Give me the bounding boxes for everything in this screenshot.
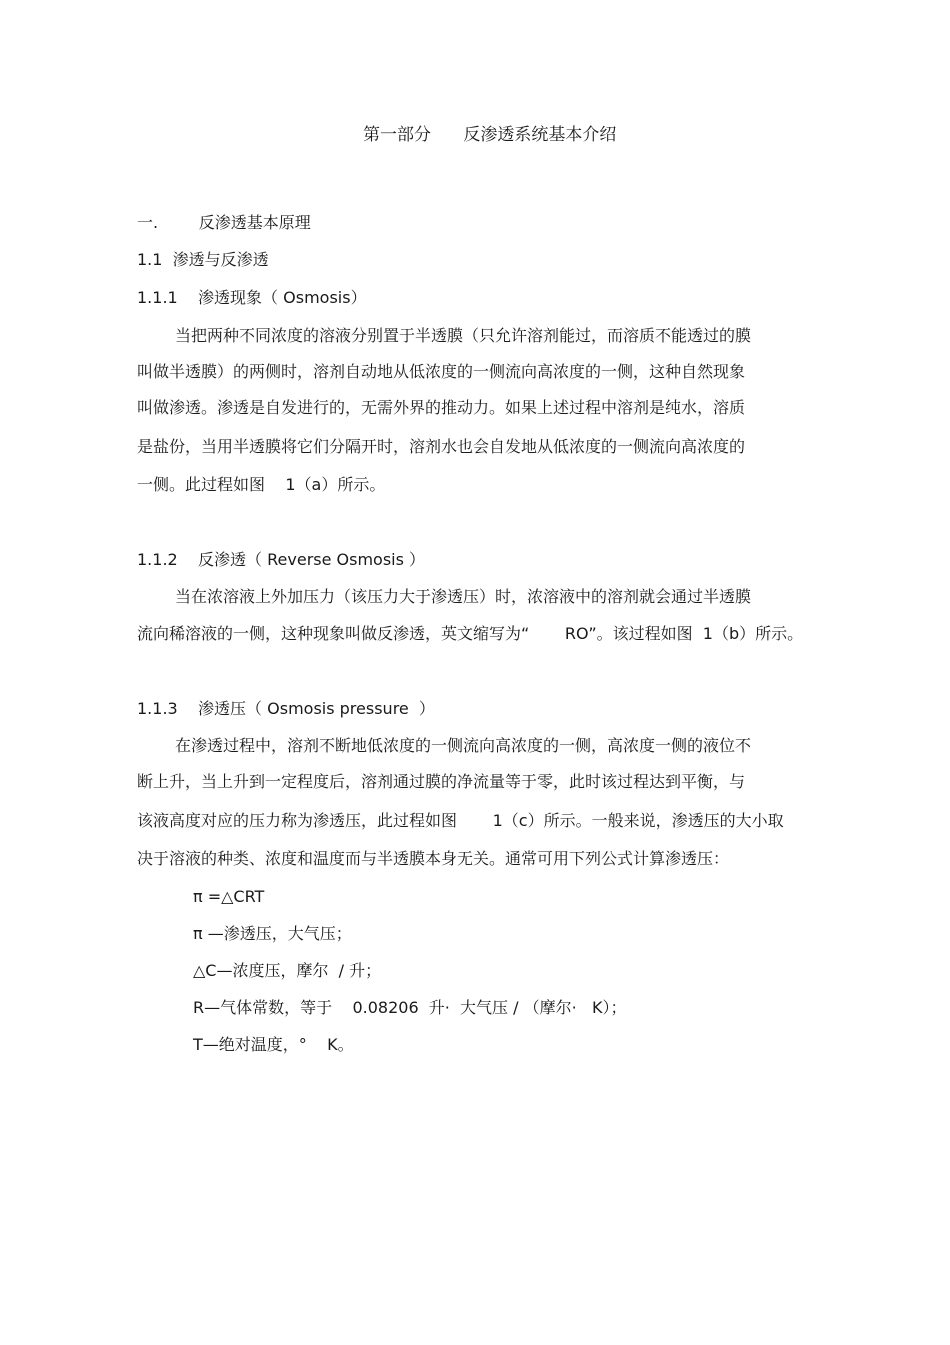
subsection-heading: 1.1 渗透与反渗透	[137, 250, 269, 269]
paragraph-line: 决于溶液的种类、浓度和温度而与半透膜本身无关。通常可用下列公式计算渗透压：	[137, 849, 730, 868]
paragraph-line: 在渗透过程中，溶剂不断地低浓度的一侧流向高浓度的一侧，高浓度一侧的液位不	[175, 736, 752, 755]
paragraph-line: 叫做渗透。渗透是自发进行的，无需外界的推动力。如果上述过程中溶剂是纯水，溶质	[137, 398, 746, 417]
paragraph-line: 是盐份，当用半透膜将它们分隔开时，溶剂水也会自发地从低浓度的一侧流向高浓度的	[137, 437, 746, 456]
paragraph-line: 叫做半透膜）的两侧时，溶剂自动地从低浓度的一侧流向高浓度的一侧，这种自然现象	[137, 362, 746, 381]
formula: π =△CRT	[193, 887, 265, 906]
paragraph-line: 一侧。此过程如图 1（a）所示。	[137, 475, 386, 494]
paragraph-line: 断上升，当上升到一定程度后，溶剂通过膜的净流量等于零，此时该过程达到平衡，与	[137, 772, 746, 791]
subsection-heading: 1.1.3 渗透压（ Osmosis pressure ）	[137, 699, 435, 718]
definition-line: R—气体常数，等于 0.08206 升· 大气压 / （摩尔· K）；	[193, 998, 627, 1017]
paragraph-line: 该液高度对应的压力称为渗透压，此过程如图 1（c）所示。一般来说，渗透压的大小取	[137, 811, 784, 830]
subsection-heading: 1.1.2 反渗透（ Reverse Osmosis ）	[137, 550, 426, 569]
definition-line: △C—浓度压，摩尔 / 升；	[193, 961, 382, 980]
paragraph-line: 流向稀溶液的一侧，这种现象叫做反渗透，英文缩写为“ RO”。该过程如图 1（b）所示。	[137, 624, 804, 643]
paragraph-line: 当在浓溶液上外加压力（该压力大于渗透压）时，浓溶液中的溶剂就会通过半透膜	[175, 587, 752, 606]
subsection-heading: 1.1.1 渗透现象（ Osmosis）	[137, 288, 367, 307]
section-heading: 一. 反渗透基本原理	[137, 213, 311, 232]
document-title: 第一部分 反渗透系统基本介绍	[363, 125, 617, 145]
definition-line: π —渗透压，大气压；	[193, 924, 352, 943]
paragraph-line: 当把两种不同浓度的溶液分别置于半透膜（只允许溶剂能过，而溶质不能透过的膜	[175, 326, 752, 345]
definition-line: T—绝对温度，° K。	[193, 1035, 354, 1054]
